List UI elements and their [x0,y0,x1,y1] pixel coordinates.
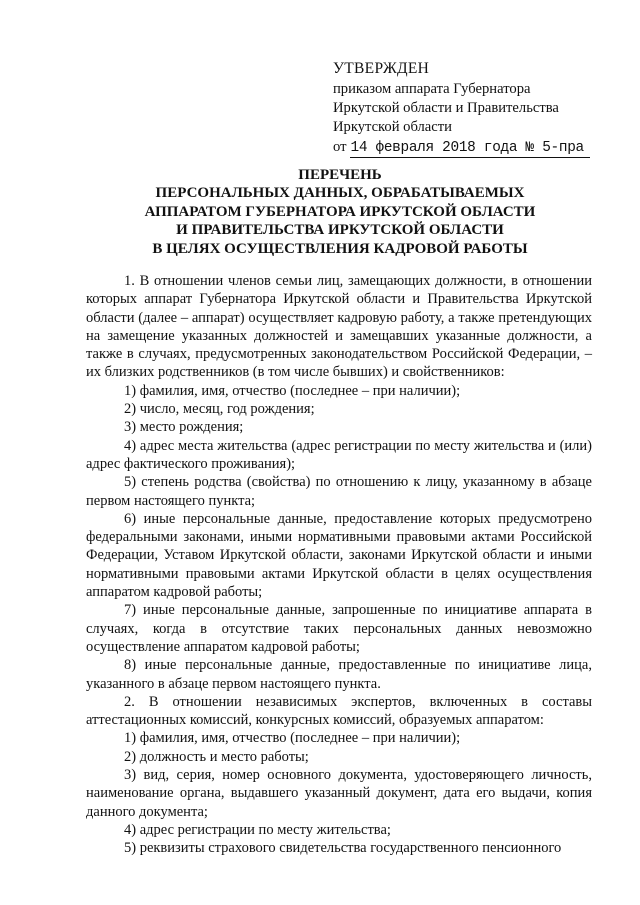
title-line: ПЕРЕЧЕНЬ [298,167,382,183]
paragraph: 2) число, месяц, год рождения; [124,401,315,418]
title-line: ПЕРСОНАЛЬНЫХ ДАННЫХ, ОБРАБАТЫВАЕМЫХ [155,185,525,202]
title-line: АППАРАТОМ ГУБЕРНАТОРА ИРКУТСКОЙ ОБЛАСТИ [144,203,536,220]
paragraph: 1. В отношении членов семьи лиц, замещающих должности, в отношении которых аппарат Губернатора Иркутской области и Правительства Иркутской области (далее – аппарат) осуществляет кадровую работу, а также претендующих на замещение указанных должностей и замещавших указанные должности, а также в случаях, предусмотренных законодательством Российской Федерации, – их близких родственников (в том числе бывших) и свойственников: [86,273,592,381]
approval-stamp [333,58,603,158]
approval-order-line [333,138,603,158]
paragraph: 3) место рождения; [124,419,244,436]
paragraph: 7) иные персональные данные, запрошенные по инициативе аппарата в случаях, когда в отсутствие таких персональных данных невозможно осуществление аппаратом кадровой работы; [86,602,592,655]
paragraph: 5) реквизиты страхового свидетельства государственного пенсионного [124,840,562,857]
paragraph: 8) иные персональные данные, предоставленные по инициативе лица, указанного в абзаце первом настоящего пункта. [86,657,592,692]
paragraph: 4) адрес регистрации по месту жительства; [124,821,391,838]
approval-line: Иркутской области и Правительства [333,100,559,116]
paragraph: 2. В отношении независимых экспертов, включенных в составы аттестационных комиссий, конкурсных комиссий, образуемых аппаратом: [86,693,592,729]
approval-heading: УТВЕРЖДЕН [333,60,430,77]
approval-line: приказом аппарата Губернатора [333,81,531,97]
paragraph: 1) фамилия, имя, отчество (последнее – при наличии); [124,730,461,747]
paragraph: 4) адрес места жительства (адрес регистрации по месту жительства и (или) адрес фактического проживания); [86,437,592,472]
document-body [86,272,592,858]
order-prefix: от [333,139,347,155]
paragraph: 1) фамилия, имя, отчество (последнее – при наличии); [124,382,461,399]
approval-line: Иркутской области [333,119,452,135]
paragraph: 2) должность и место работы; [124,748,309,765]
paragraph: 5) степень родства (свойства) по отношению к лицу, указанному в абзаце первом настоящего пункта; [86,474,592,509]
paragraph: 3) вид, серия, номер основного документа, удостоверяющего личность, наименование органа, выдавшего указанный документ, дата его выдачи, копия данного документа; [86,767,592,820]
paragraph: 6) иные персональные данные, предоставление которых предусмотрено федеральными законами, иными нормативными правовыми актами Российской Федерации, Уставом Иркутской области, законами Иркутской области и иными нормативными правовыми актами Иркутской области в целях осуществления аппаратом кадровой работы; [86,510,592,601]
title-line: В ЦЕЛЯХ ОСУЩЕСТВЛЕНИЯ КАДРОВОЙ РАБОТЫ [152,240,528,257]
order-date-number: 14 февраля 2018 года № 5-пра [350,140,589,158]
document-title [80,166,600,258]
title-line: И ПРАВИТЕЛЬСТВА ИРКУТСКОЙ ОБЛАСТИ [176,222,504,239]
